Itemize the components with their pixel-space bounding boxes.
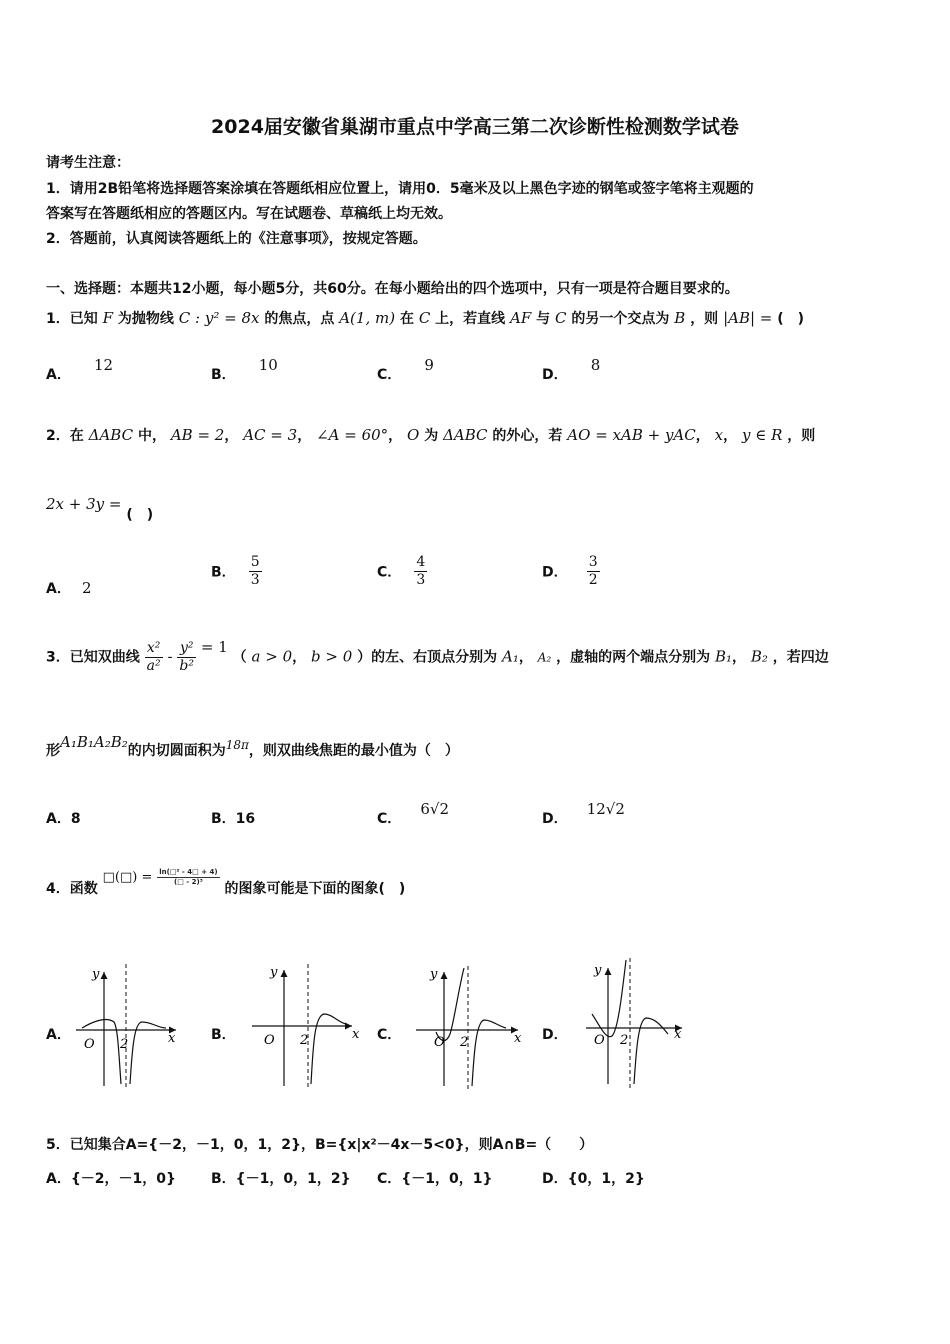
notice-line-2: 2．答题前，认真阅读答题纸上的《注意事项》，按规定答题。 [46, 231, 427, 247]
q4-function-fraction [157, 868, 219, 887]
q2-option-c-fraction [414, 554, 427, 589]
q3-b1: B₁ [714, 647, 732, 666]
q3-x-den: a² [146, 658, 161, 674]
q3-a2: A₂ [537, 650, 552, 665]
q3-a1: A₁ [501, 647, 519, 666]
q3-x-num: x² [145, 640, 163, 658]
q3-option-d-label: D． [542, 811, 568, 827]
q1-option-d[interactable] [542, 356, 601, 384]
q2-option-a-value: 2 [81, 579, 92, 597]
q1-option-c[interactable] [377, 356, 434, 384]
q1-option-a-value: 12 [93, 356, 114, 374]
curve-right [130, 1022, 166, 1084]
q2-text-1: 中， [137, 428, 166, 444]
q1-option-a-label: A． [46, 367, 71, 383]
q5-option-d-value: {0，1，2} [567, 1171, 645, 1187]
q4-graph-b[interactable] [248, 960, 373, 1090]
q3-quadrilateral: A₁B₁A₂B₂ [60, 733, 128, 751]
q4-function-lhs: □(□) = [102, 870, 153, 885]
q2-number: 2．在 [46, 428, 84, 444]
q2-comma-5: ， [723, 428, 738, 444]
x-label: x [514, 1031, 522, 1046]
q2-option-a[interactable] [46, 578, 91, 598]
q1-option-d-label: D． [542, 367, 568, 383]
q2-text-3: 的外心，若 [492, 428, 563, 444]
q2-ac: AC = 3 [243, 426, 298, 444]
q2-vector-eq: AO = xAB + yAC [567, 426, 696, 444]
q3-comma-1: ， [518, 649, 533, 666]
q1-focus-f: F [102, 309, 114, 327]
q2-y-in-r: y ∈ R [741, 426, 783, 444]
q3-option-b-value: 16 [235, 811, 256, 827]
q1-text-3: 在 [399, 311, 414, 327]
y-label: y [430, 967, 438, 982]
two-label: 2 [620, 1033, 629, 1048]
q3-x-fraction [145, 640, 163, 675]
two-label: 2 [120, 1037, 129, 1052]
q1-option-c-label: C． [377, 367, 402, 383]
q3-comma-2: ， [732, 649, 746, 666]
q4-option-c-label[interactable]: C． [377, 1027, 402, 1043]
q2-text-2: 为 [424, 428, 439, 444]
q1-option-b[interactable] [211, 356, 278, 384]
q2-text-4: ，则 [787, 428, 816, 444]
origin-label: O [84, 1037, 95, 1052]
q1-line-af: AF [510, 309, 532, 327]
q2-expression [46, 494, 154, 523]
q5-option-b-label: B． [211, 1171, 236, 1187]
two-label: 2 [460, 1035, 469, 1050]
q1-curve-c-2: C [555, 309, 567, 327]
q5-option-b[interactable] [211, 1168, 351, 1188]
q2-comma-2: ， [297, 428, 312, 444]
q2-option-d[interactable] [542, 554, 600, 589]
question-3 [46, 637, 829, 675]
q2-option-c[interactable] [377, 554, 427, 589]
q1-option-d-value: 8 [590, 356, 601, 374]
q3-text-4: 形 [46, 743, 60, 759]
q3-minus: - [167, 647, 173, 666]
q3-option-a-label: A． [46, 811, 71, 827]
notice-heading: 请考生注意： [46, 155, 130, 171]
x-label: x [352, 1027, 360, 1042]
q5-option-c-value: {－1，0，1} [401, 1171, 493, 1187]
q1-point-a: A(1, m) [339, 309, 396, 327]
q3-b-positive: b > 0 [310, 647, 353, 666]
q4-graph-c[interactable] [412, 962, 537, 1092]
q3-y-den: b² [179, 658, 194, 674]
q2-option-c-den: 3 [416, 572, 426, 588]
q1-text-2: 的焦点，点 [264, 311, 335, 327]
q3-option-c-value: 6√2 [420, 800, 450, 818]
q1-paren: ( ) [777, 311, 805, 327]
origin-label: O [434, 1035, 445, 1050]
q2-option-c-num: 4 [416, 554, 426, 570]
curve-right [311, 1014, 346, 1084]
q1-option-c-value: 9 [424, 356, 434, 374]
q4-number: 4．函数 [46, 881, 98, 897]
q3-text-1: ）的左、右顶点分别为 [357, 649, 498, 666]
q2-comma-4: ， [695, 428, 710, 444]
question-3-line-2 [46, 733, 459, 760]
question-4 [46, 867, 406, 899]
q5-option-d-label: D． [542, 1171, 568, 1187]
q5-option-c-label: C． [377, 1171, 402, 1187]
q5-option-c[interactable] [377, 1168, 492, 1188]
q4-option-d-label[interactable]: D． [542, 1027, 568, 1043]
q1-text-5: 与 [536, 311, 551, 327]
y-label: y [270, 965, 278, 980]
q3-option-a[interactable] [46, 808, 81, 828]
q3-cond-open: （ [232, 649, 247, 666]
q2-option-b-fraction [249, 554, 262, 589]
q3-comma: ， [292, 649, 307, 666]
q3-b2: B₂ [750, 647, 768, 666]
q3-y-num: y² [177, 640, 196, 658]
question-1 [46, 308, 804, 328]
x-label: x [674, 1027, 682, 1042]
q2-option-d-label: D． [542, 564, 568, 581]
q1-text-6: 的另一个交点为 [571, 311, 670, 327]
q2-option-b-den: 3 [250, 572, 260, 588]
q1-option-b-value: 10 [258, 356, 278, 374]
q2-point-o: O [407, 426, 420, 444]
q1-text-4: 上，若直线 [435, 311, 506, 327]
q2-expr: 2x + 3y = [46, 495, 122, 513]
q3-area: 18π [225, 738, 249, 752]
q2-ab: AB = 2 [170, 426, 225, 444]
q3-equals-one: = 1 [200, 637, 228, 656]
question-2 [46, 425, 815, 445]
q1-option-b-label: B． [211, 367, 236, 383]
q1-curve-c: C [418, 309, 431, 327]
q5-option-d[interactable] [542, 1168, 645, 1188]
q4-graph-d[interactable] [582, 954, 692, 1090]
x-label: x [168, 1031, 176, 1046]
q2-x: x [714, 426, 724, 444]
q1-text-1: 为抛物线 [117, 311, 174, 327]
q3-a-positive: a > 0 [251, 647, 293, 666]
q2-option-b[interactable] [211, 554, 262, 589]
q3-y-fraction [177, 640, 196, 675]
q5-option-b-value: {－1，0，1，2} [235, 1171, 351, 1187]
q1-text-7: ，则 [690, 311, 719, 327]
q2-option-b-num: 5 [250, 554, 260, 570]
q3-option-b[interactable] [211, 808, 255, 828]
q4-graph-a[interactable] [68, 962, 193, 1092]
q1-option-a[interactable] [46, 356, 114, 384]
q3-option-c[interactable] [377, 800, 450, 828]
notice-line-1b: 答案写在答题纸相应的答题区内。写在试题卷、草稿纸上均无效。 [46, 206, 452, 222]
q5-option-a-label: A． [46, 1171, 71, 1187]
q2-option-c-label: C． [377, 564, 402, 581]
q2-option-d-den: 2 [588, 572, 598, 588]
q2-option-a-label: A． [46, 581, 71, 597]
origin-label: O [594, 1033, 605, 1048]
notice-line-1a: 1．请用2B铅笔将选择题答案涂填在答题纸相应位置上，请用0．5毫米及以上黑色字迹的钢笔或签字笔将主观题的 [46, 181, 754, 197]
q4-option-b-label[interactable]: B． [211, 1027, 236, 1043]
origin-label: O [264, 1033, 275, 1048]
q5-option-a[interactable] [46, 1168, 176, 1188]
q2-triangle: ΔABC [88, 426, 134, 444]
q2-angle: ∠A = 60° [316, 426, 389, 444]
page-title: 2024届安徽省巢湖市重点中学高三第二次诊断性检测数学试卷 [211, 116, 739, 138]
q3-option-c-label: C． [377, 811, 402, 827]
q2-option-b-label: B． [211, 564, 236, 581]
q3-text-6: ，则双曲线焦距的最小值为（ ） [248, 743, 459, 759]
q3-text-2: ，虚轴的两个端点分别为 [556, 649, 711, 666]
q1-abs-ab: |AB| = [723, 309, 773, 327]
q2-paren: ( ) [126, 507, 154, 523]
q1-point-b: B [674, 309, 686, 327]
q4-function-num: ln(□² - 4□ + 4) [159, 867, 218, 876]
q2-comma-3: ， [388, 428, 403, 444]
q3-option-d-value: 12√2 [586, 800, 625, 818]
q1-number: 1．已知 [46, 311, 98, 327]
q3-text-3: ，若四边 [772, 649, 829, 666]
q4-option-a-label[interactable]: A． [46, 1027, 71, 1043]
section-heading: 一、选择题：本题共12小题，每小题5分，共60分。在每小题给出的四个选项中，只有一项是符合题目要求的。 [46, 281, 739, 297]
q3-option-d[interactable] [542, 800, 625, 828]
q1-parabola-eq: C : y² = 8x [178, 309, 260, 327]
q2-comma-1: ， [224, 428, 239, 444]
q3-number: 3．已知双曲线 [46, 649, 140, 666]
q4-text-1: 的图象可能是下面的图象( ) [224, 881, 406, 897]
two-label: 2 [300, 1033, 309, 1048]
q5-option-a-value: {－2，－1，0} [70, 1171, 177, 1187]
q3-option-b-label: B． [211, 811, 236, 827]
question-5: 5．已知集合A={－2，－1，0，1，2}，B={x|x²－4x－5<0}，则A∩B=（ ） [46, 1137, 594, 1153]
q4-function-den: (□ - 2)³ [174, 877, 203, 886]
q2-option-d-fraction [587, 554, 600, 589]
q3-text-5: 的内切圆面积为 [127, 743, 226, 759]
y-label: y [92, 967, 100, 982]
q2-option-d-num: 3 [588, 554, 598, 570]
q2-triangle-2: ΔABC [443, 426, 488, 444]
q3-option-a-value: 8 [70, 811, 81, 827]
y-label: y [594, 963, 602, 978]
